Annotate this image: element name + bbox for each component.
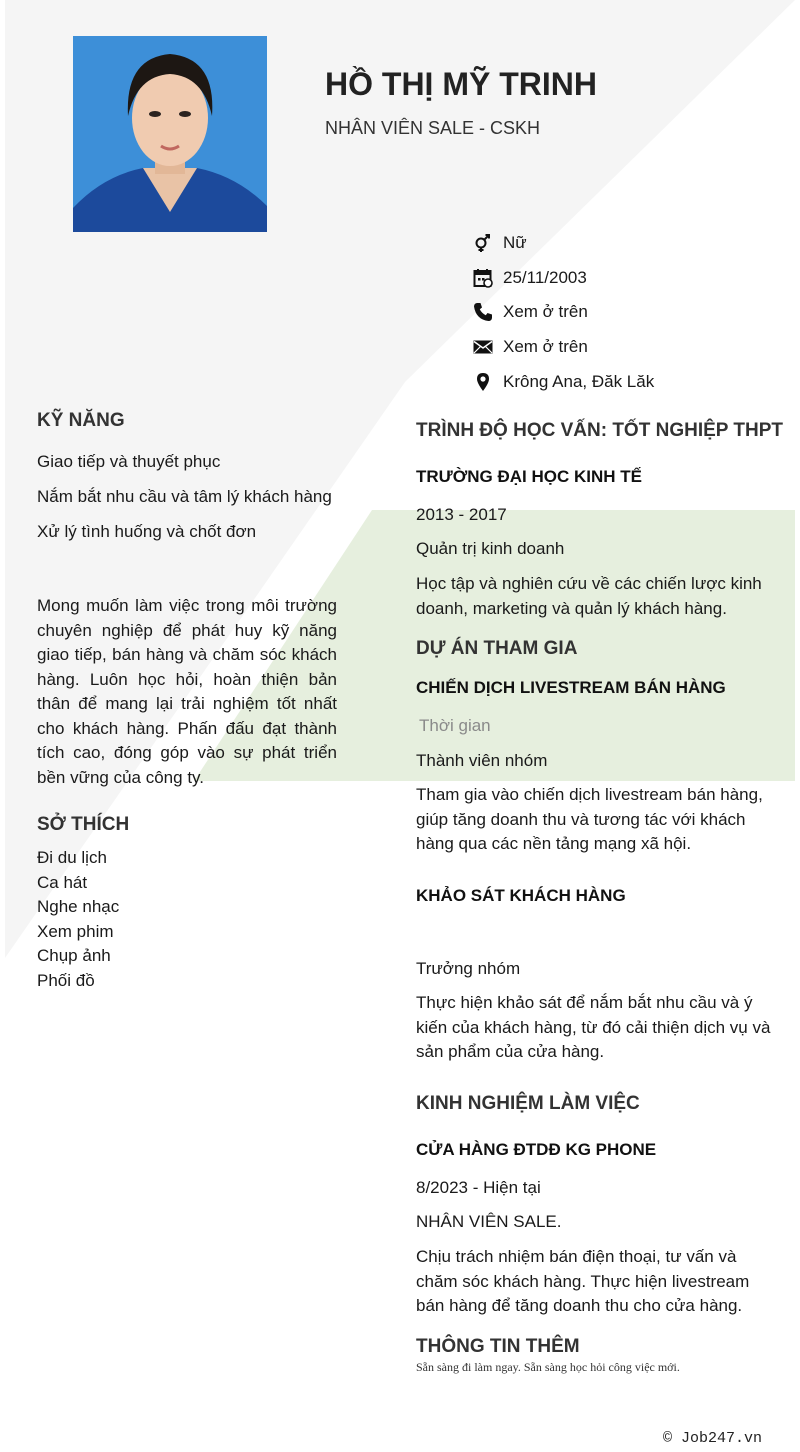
hobby-item: Phối đồ	[37, 970, 95, 990]
contact-phone[interactable]	[472, 301, 772, 323]
project-role: Thành viên nhóm	[416, 751, 548, 770]
education-heading: TRÌNH ĐỘ HỌC VẤN: TỐT NGHIỆP THPT	[416, 420, 783, 441]
hobbies-heading: SỞ THÍCH	[37, 814, 130, 835]
skill-item: Giao tiếp và thuyết phục	[37, 452, 221, 471]
footer-copyright[interactable]: © Job247.vn	[663, 1430, 763, 1447]
project-description: Thực hiện khảo sát để nắm bắt nhu cầu và ý kiến của khách hàng, từ đó cải thiện dịch vụ và sản phẩm của cửa hàng.	[416, 993, 771, 1061]
career-objective: Mong muốn làm việc trong môi trường chuyên nghiệp để phát huy kỹ năng giao tiếp, bán hàng và chăm sóc khách hàng. Luôn học hỏi, hoàn thiện bản thân để mang lại trải nghiệm tốt nhất cho khách hàng. Phấn đấu đạt thành tích cao, đóng góp vào sự phát triển bền vững của công ty.	[37, 596, 337, 787]
mail-icon	[472, 337, 494, 357]
hobby-item: Nghe nhạc	[37, 897, 120, 917]
contact-gender	[472, 232, 772, 254]
project-name: CHIẾN DỊCH LIVESTREAM BÁN HÀNG	[416, 678, 726, 697]
phone-text[interactable]: Xem ở trên	[503, 302, 588, 321]
hobby-item: Đi du lịch	[37, 848, 107, 867]
skills-heading: KỸ NĂNG	[37, 410, 125, 431]
gender-text: Nữ	[503, 233, 527, 252]
experience-description: Chịu trách nhiệm bán điện thoại, tư vấn và chăm sóc khách hàng. Thực hiện livestream bán hàng để tăng doanh thu cho cửa hàng.	[416, 1247, 750, 1315]
skill-item: Nắm bắt nhu cầu và tâm lý khách hàng	[37, 487, 332, 506]
project-role: Trưởng nhóm	[416, 959, 521, 978]
hobbies-list	[37, 846, 119, 994]
project-description: Tham gia vào chiến dịch livestream bán hàng, giúp tăng doanh thu và tương tác với khách hàng qua các nền tảng mạng xã hội.	[416, 785, 763, 853]
profile-photo	[73, 36, 267, 232]
calendar-icon	[472, 268, 494, 288]
location-pin-icon	[472, 372, 494, 392]
hobby-item: Xem phim	[37, 921, 114, 941]
projects-heading: DỰ ÁN THAM GIA	[416, 638, 578, 659]
hobby-item: Chụp ảnh	[37, 946, 111, 966]
extra-info-heading: THÔNG TIN THÊM	[416, 1336, 580, 1357]
contact-email[interactable]	[472, 336, 772, 358]
email-text[interactable]: Xem ở trên	[503, 337, 588, 356]
gender-icon	[472, 233, 494, 253]
education-period: 2013 - 2017	[416, 505, 507, 524]
address-text: Krông Ana, Đăk Lăk	[503, 372, 655, 391]
phone-icon	[472, 302, 494, 322]
project-time: Thời gian	[419, 716, 491, 735]
contact-address	[472, 371, 772, 393]
avatar	[73, 36, 267, 232]
skill-item: Xử lý tình huống và chốt đơn	[37, 522, 257, 541]
extra-info-text: Sẵn sàng đi làm ngay. Sẵn sàng học hỏi công việc mới.	[416, 1360, 680, 1374]
experience-heading: KINH NGHIỆM LÀM VIỆC	[416, 1093, 640, 1114]
school-name: TRƯỜNG ĐẠI HỌC KINH TẾ	[416, 467, 642, 486]
company-name: CỬA HÀNG ĐTDĐ KG PHONE	[416, 1140, 657, 1159]
contact-dob	[472, 267, 772, 289]
dob-text: 25/11/2003	[503, 268, 587, 287]
hobby-item: Ca hát	[37, 872, 88, 892]
project-name: KHẢO SÁT KHÁCH HÀNG	[416, 886, 626, 905]
job-position: NHÂN VIÊN SALE - CSKH	[325, 118, 541, 138]
experience-period: 8/2023 - Hiện tại	[416, 1178, 541, 1197]
education-description: Học tập và nghiên cứu về các chiến lược kinh doanh, marketing và quản lý khách hàng.	[416, 574, 762, 618]
experience-role: NHÂN VIÊN SALE.	[416, 1212, 562, 1231]
education-major: Quản trị kinh doanh	[416, 539, 565, 558]
candidate-name: HỒ THỊ MỸ TRINH	[325, 66, 597, 102]
